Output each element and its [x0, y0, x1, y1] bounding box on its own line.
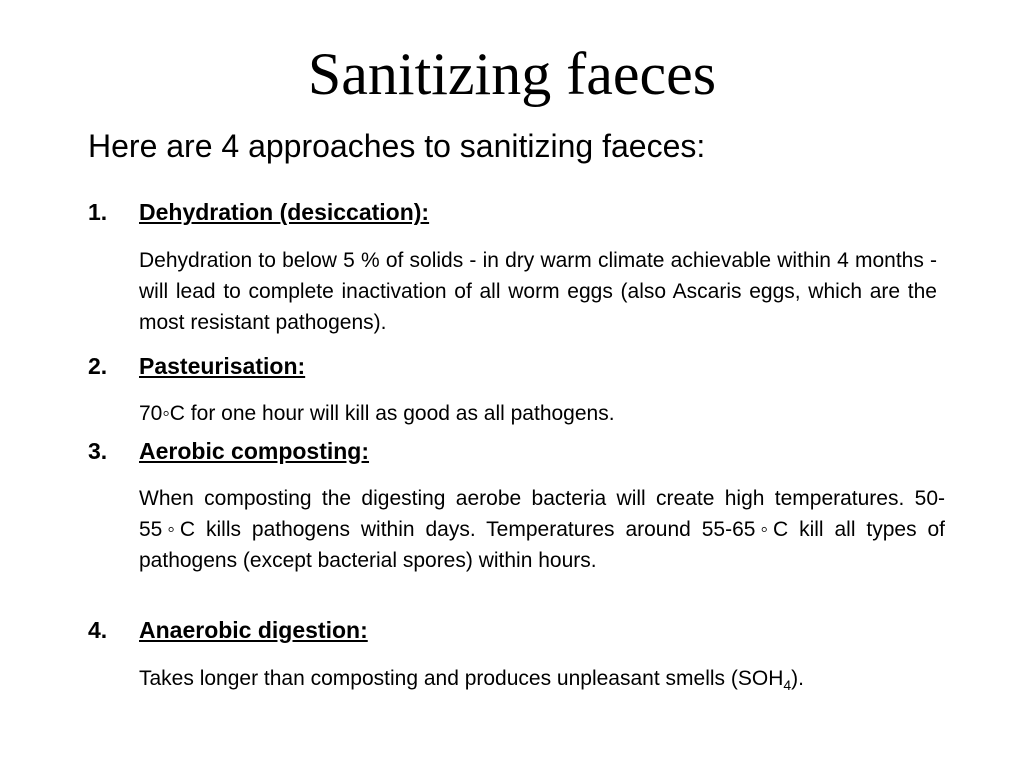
intro-text: Here are 4 approaches to sanitizing faeces: — [88, 128, 706, 164]
item-number: 1. — [88, 199, 108, 225]
item-heading-aerobic-composting: Aerobic composting: — [139, 438, 370, 464]
item-number: 4. — [88, 617, 108, 643]
item-body-anaerobic-digestion — [139, 663, 937, 701]
item-body-pasteurisation: 70◦C for one hour will kill as good as all pathogens. — [139, 402, 615, 425]
item-body-aerobic-composting: When composting the digesting aerobe bacteria will create high temperatures. 50-55◦C kills pathogens within days. Temperatures around 55-65◦C kill all types of pathogens (except bacterial spores) within hours. — [139, 487, 945, 572]
item-heading-dehydration: Dehydration (desiccation): — [139, 199, 430, 225]
item-body-dehydration: Dehydration to below 5 % of solids - in dry warm climate achievable within 4 months - will lead to complete inactivation of all worm eggs (also Ascaris eggs, which are the most resistant pathogens). — [139, 249, 937, 334]
item-number: 2. — [88, 353, 108, 379]
item-number: 3. — [88, 438, 108, 464]
item-heading-pasteurisation: Pasteurisation: — [139, 353, 306, 379]
body-text-end: ). — [791, 667, 804, 690]
body-text: Takes longer than composting and produces unpleasant smells (SOH — [139, 667, 784, 690]
slide-title: Sanitizing faeces — [307, 41, 717, 107]
subscript-number: 4 — [783, 677, 792, 694]
item-heading-anaerobic-digestion: Anaerobic digestion: — [139, 617, 368, 643]
